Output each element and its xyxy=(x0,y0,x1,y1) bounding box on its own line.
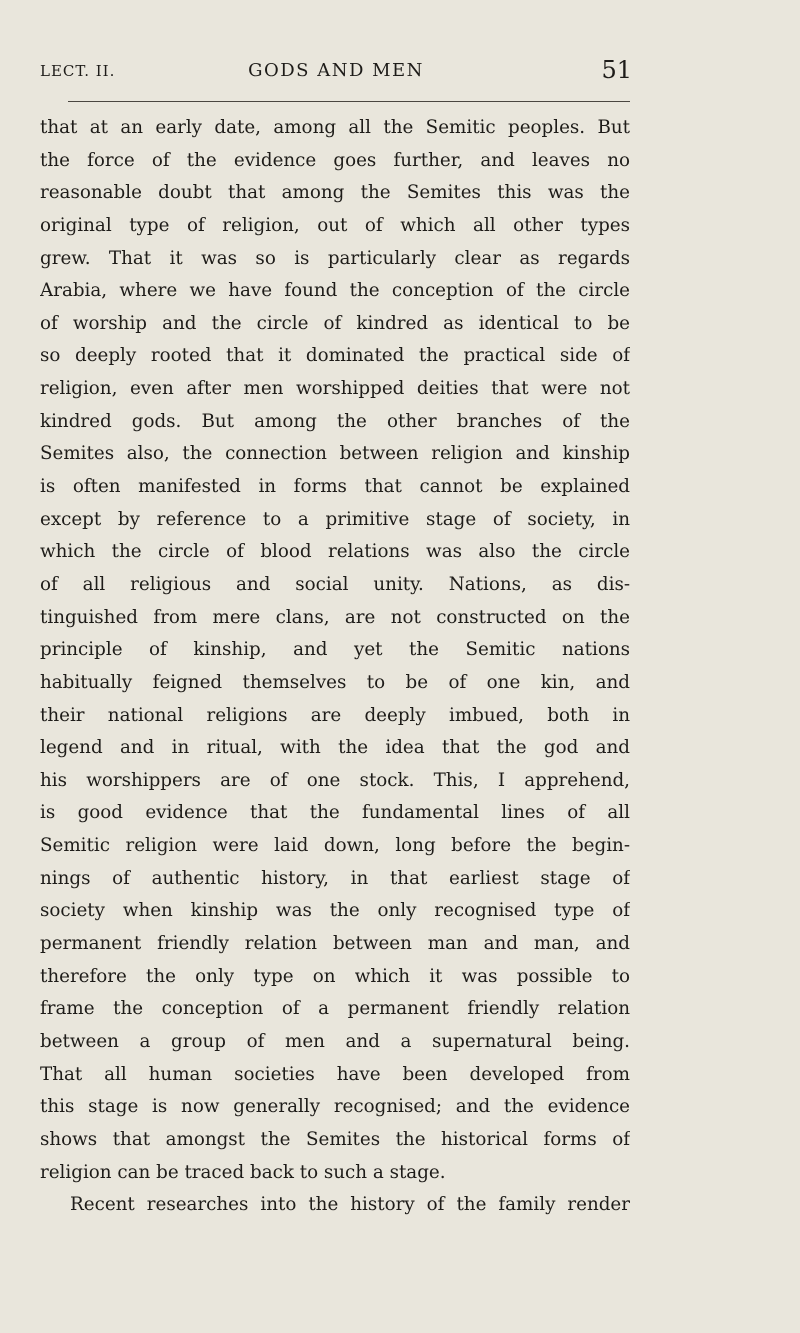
text-line: tinguished from mere clans, are not constructed on the xyxy=(40,606,630,628)
text-line: is often manifested in forms that cannot be explained xyxy=(40,476,630,498)
text-line: frame the conception of a permanent friendly relation xyxy=(40,998,630,1020)
text-line: religion, even after men worshipped deities that were not xyxy=(40,378,630,400)
text-line: their national religions are deeply imbued, both in xyxy=(40,704,630,726)
text-line: shows that amongst the Semites the historical forms of xyxy=(40,1128,630,1150)
text-line: grew. That it was so is particularly clear as regards xyxy=(40,247,630,269)
text-line: this stage is now generally recognised; and the evidence xyxy=(40,1096,630,1118)
text-line: therefore the only type on which it was possible to xyxy=(40,965,630,987)
text-line: society when kinship was the only recognised type of xyxy=(40,900,630,922)
text-line-paragraph-end: religion can be traced back to such a stage. xyxy=(40,1161,446,1183)
text-line: between a group of men and a supernatural being. xyxy=(40,1030,630,1052)
running-header xyxy=(40,56,632,96)
text-line: of all religious and social unity. Nations, as dis- xyxy=(40,573,630,595)
text-line: original type of religion, out of which all other types xyxy=(40,214,630,236)
text-line: so deeply rooted that it dominated the practical side of xyxy=(40,345,630,367)
page-number: 51 xyxy=(601,56,632,84)
text-line: nings of authentic history, in that earliest stage of xyxy=(40,867,630,889)
lecture-label: LECT. II. xyxy=(40,62,116,80)
text-line: Semites also, the connection between religion and kinship xyxy=(40,443,630,465)
text-line: habitually feigned themselves to be of one kin, and xyxy=(40,671,630,693)
text-line: the force of the evidence goes further, and leaves no xyxy=(40,149,630,171)
text-line: principle of kinship, and yet the Semitic nations xyxy=(40,639,630,661)
text-line: permanent friendly relation between man and man, and xyxy=(40,933,630,955)
running-title: GODS AND MEN xyxy=(248,60,424,81)
text-line: Semitic religion were laid down, long before the begin- xyxy=(40,835,630,857)
text-line: his worshippers are of one stock. This, I apprehend, xyxy=(40,769,630,791)
text-line: which the circle of blood relations was also the circle xyxy=(40,541,630,563)
text-line: legend and in ritual, with the idea that the god and xyxy=(40,737,630,759)
text-line-paragraph-start: Recent researches into the history of the family render xyxy=(70,1194,630,1216)
body-text xyxy=(40,112,630,1222)
text-line: of worship and the circle of kindred as identical to be xyxy=(40,312,630,334)
text-line: kindred gods. But among the other branches of the xyxy=(40,410,630,432)
text-line: except by reference to a primitive stage of society, in xyxy=(40,508,630,530)
text-line: that at an early date, among all the Semitic peoples. But xyxy=(40,117,630,138)
text-line: reasonable doubt that among the Semites this was the xyxy=(40,182,630,204)
header-rule xyxy=(68,101,630,102)
text-line: That all human societies have been developed from xyxy=(40,1063,630,1085)
text-line: Arabia, where we have found the conception of the circle xyxy=(40,280,630,302)
text-line: is good evidence that the fundamental lines of all xyxy=(40,802,630,824)
